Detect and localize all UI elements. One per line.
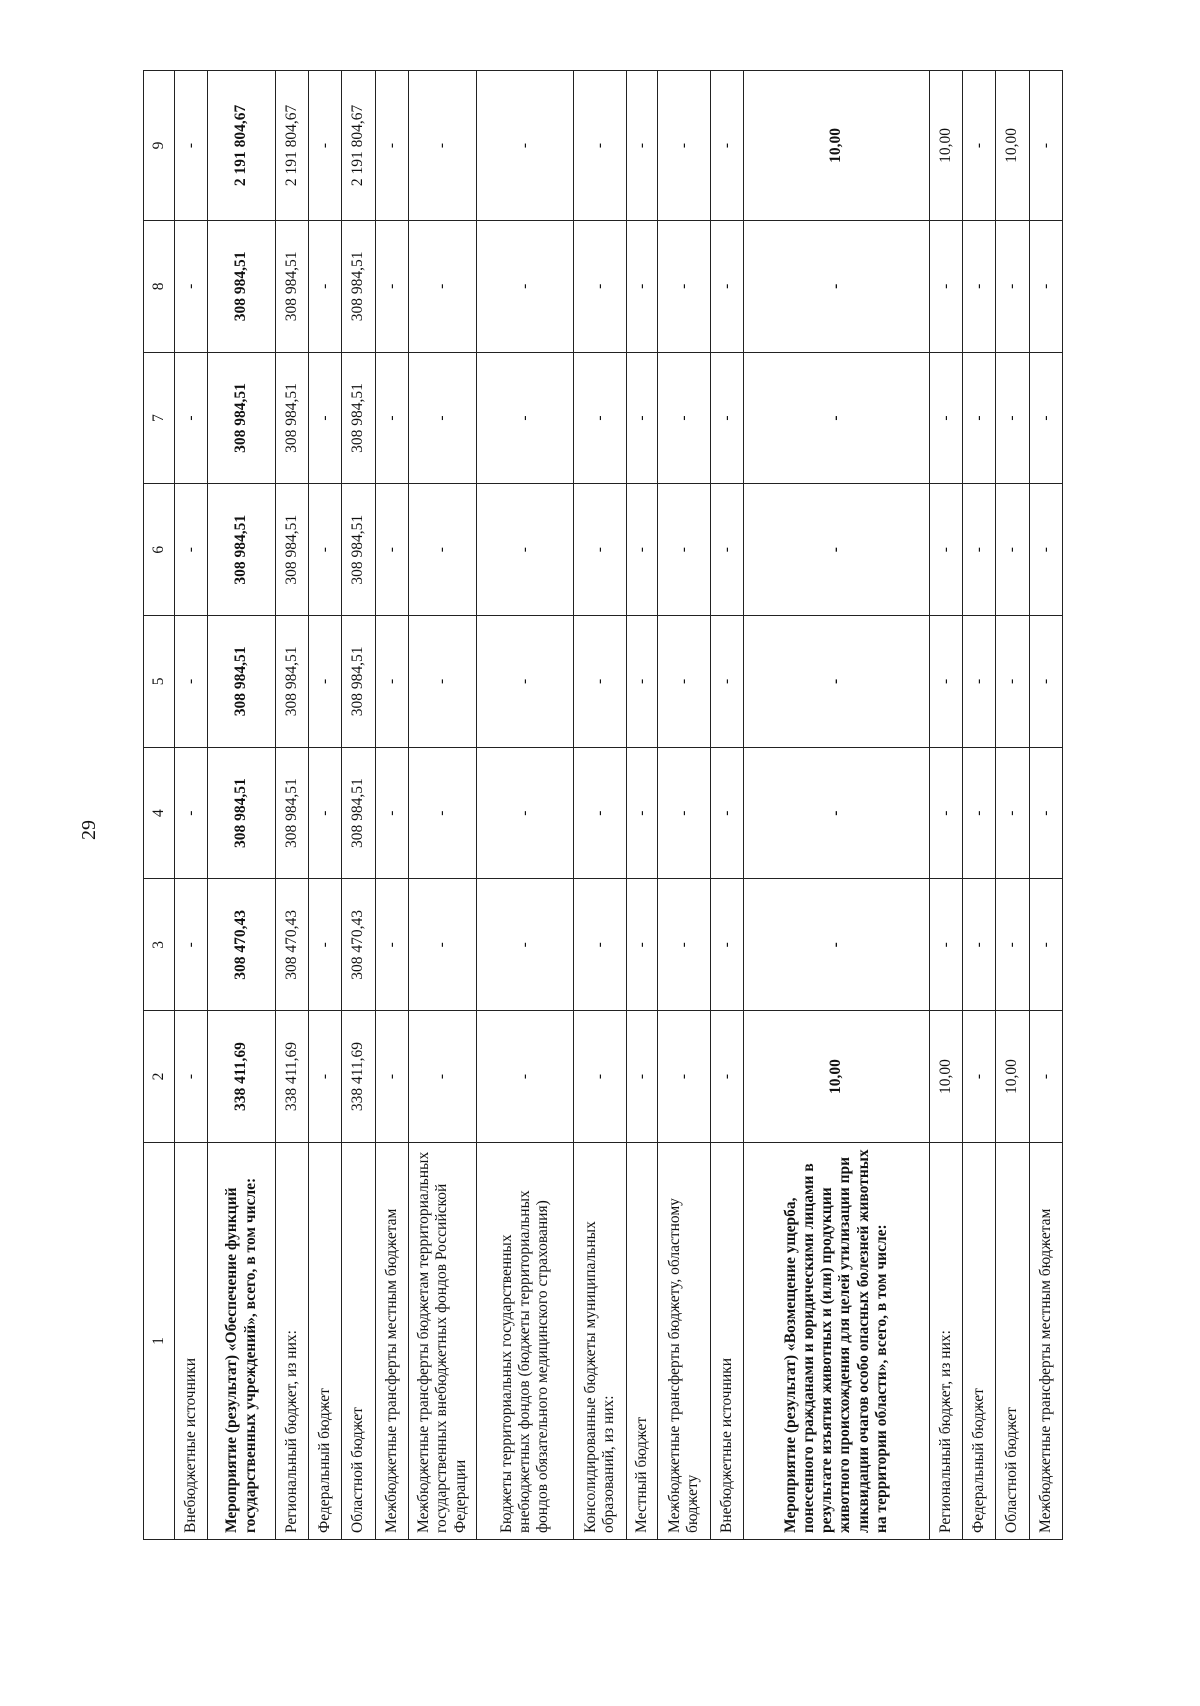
- table-row: [1029, 71, 1062, 1540]
- value-cell: -: [476, 71, 574, 221]
- value-cell: -: [744, 352, 930, 484]
- value-cell: 338 411,69: [342, 1011, 375, 1143]
- table-row: [342, 71, 375, 1540]
- table-row: [929, 71, 962, 1540]
- value-cell: -: [963, 1011, 996, 1143]
- value-cell: 308 984,51: [208, 616, 276, 748]
- table-row: [476, 71, 574, 1540]
- table-row: [996, 71, 1029, 1540]
- value-cell: 308 984,51: [275, 352, 308, 484]
- value-cell: 2 191 804,67: [275, 71, 308, 221]
- table-row: [208, 71, 276, 1540]
- table-row: [309, 71, 342, 1540]
- value-cell: 308 470,43: [275, 879, 308, 1011]
- row-label: Межбюджетные трансферты бюджетам территориальных государственных внебюджетных фондов Российской Федерации: [409, 1142, 477, 1539]
- value-cell: -: [1029, 1011, 1062, 1143]
- value-cell: -: [963, 71, 996, 221]
- value-cell: -: [627, 220, 658, 352]
- value-cell: -: [744, 879, 930, 1011]
- value-cell: -: [963, 879, 996, 1011]
- table-row: [574, 71, 627, 1540]
- row-label: Внебюджетные источники: [710, 1142, 743, 1539]
- value-cell: -: [574, 71, 627, 221]
- value-cell: 10,00: [744, 71, 930, 221]
- table-row: [175, 71, 208, 1540]
- value-cell: -: [963, 220, 996, 352]
- table-row: [627, 71, 658, 1540]
- value-cell: -: [710, 220, 743, 352]
- value-cell: -: [476, 352, 574, 484]
- value-cell: -: [409, 484, 477, 616]
- value-cell: 308 984,51: [275, 484, 308, 616]
- value-cell: -: [375, 879, 408, 1011]
- value-cell: -: [309, 879, 342, 1011]
- row-label: Межбюджетные трансферты местным бюджетам: [375, 1142, 408, 1539]
- page-number: 29: [78, 820, 100, 840]
- row-label: Внебюджетные источники: [175, 1142, 208, 1539]
- column-header: 7: [144, 352, 175, 484]
- value-cell: -: [309, 484, 342, 616]
- value-cell: -: [1029, 616, 1062, 748]
- value-cell: -: [375, 747, 408, 879]
- value-cell: -: [409, 616, 477, 748]
- value-cell: -: [476, 484, 574, 616]
- value-cell: -: [963, 616, 996, 748]
- value-cell: 10,00: [996, 71, 1029, 221]
- value-cell: 308 984,51: [342, 747, 375, 879]
- value-cell: 10,00: [996, 1011, 1029, 1143]
- value-cell: -: [744, 747, 930, 879]
- value-cell: -: [929, 220, 962, 352]
- value-cell: -: [710, 71, 743, 221]
- value-cell: 2 191 804,67: [342, 71, 375, 221]
- table-row: [963, 71, 996, 1540]
- value-cell: -: [409, 71, 477, 221]
- value-cell: -: [476, 616, 574, 748]
- row-label: Федеральный бюджет: [309, 1142, 342, 1539]
- value-cell: 308 984,51: [342, 352, 375, 484]
- value-cell: 10,00: [929, 1011, 962, 1143]
- value-cell: -: [375, 71, 408, 221]
- value-cell: -: [1029, 220, 1062, 352]
- column-header: 4: [144, 747, 175, 879]
- row-label: Областной бюджет: [342, 1142, 375, 1539]
- value-cell: 308 984,51: [275, 616, 308, 748]
- row-label: Местный бюджет: [627, 1142, 658, 1539]
- value-cell: -: [996, 879, 1029, 1011]
- value-cell: -: [309, 747, 342, 879]
- value-cell: -: [175, 220, 208, 352]
- value-cell: -: [409, 352, 477, 484]
- column-header: 9: [144, 71, 175, 221]
- table-row: [375, 71, 408, 1540]
- value-cell: 10,00: [744, 1011, 930, 1143]
- value-cell: -: [627, 879, 658, 1011]
- value-cell: -: [658, 616, 711, 748]
- value-cell: -: [476, 1011, 574, 1143]
- row-label: Мероприятие (результат) «Возмещение ущерба, понесенного гражданами и юридическими лицами в результате изъятия животных и (или) продукции животного происхождения для целей утилизации при ликвидации очагов особо опасных болезней животных на территории области», всего, в том числе:: [744, 1142, 930, 1539]
- value-cell: 338 411,69: [275, 1011, 308, 1143]
- value-cell: -: [175, 484, 208, 616]
- value-cell: 308 984,51: [342, 484, 375, 616]
- column-header: 5: [144, 616, 175, 748]
- row-label: Мероприятие (результат) «Обеспечение функций государственных учреждений», всего, в том числе:: [208, 1142, 276, 1539]
- value-cell: -: [658, 71, 711, 221]
- column-header: 2: [144, 1011, 175, 1143]
- value-cell: -: [175, 747, 208, 879]
- value-cell: -: [309, 352, 342, 484]
- value-cell: -: [375, 220, 408, 352]
- value-cell: -: [476, 220, 574, 352]
- value-cell: -: [309, 616, 342, 748]
- value-cell: 308 470,43: [208, 879, 276, 1011]
- row-label: Региональный бюджет, из них:: [929, 1142, 962, 1539]
- table-row: [409, 71, 477, 1540]
- value-cell: -: [175, 71, 208, 221]
- value-cell: -: [1029, 747, 1062, 879]
- value-cell: -: [710, 879, 743, 1011]
- value-cell: -: [963, 352, 996, 484]
- value-cell: -: [710, 352, 743, 484]
- value-cell: -: [710, 747, 743, 879]
- value-cell: -: [996, 747, 1029, 879]
- value-cell: 308 984,51: [275, 747, 308, 879]
- value-cell: -: [409, 747, 477, 879]
- value-cell: 308 984,51: [342, 220, 375, 352]
- value-cell: -: [658, 484, 711, 616]
- value-cell: -: [175, 1011, 208, 1143]
- row-label: Бюджеты территориальных государственных внебюджетных фондов (бюджеты территориальных фондов обязательного медицинского страхования): [476, 1142, 574, 1539]
- value-cell: 308 984,51: [208, 220, 276, 352]
- value-cell: -: [996, 352, 1029, 484]
- value-cell: -: [309, 1011, 342, 1143]
- value-cell: -: [476, 879, 574, 1011]
- table-row: [275, 71, 308, 1540]
- value-cell: -: [375, 484, 408, 616]
- budget-table-container: [143, 70, 1063, 1540]
- value-cell: -: [1029, 71, 1062, 221]
- value-cell: -: [175, 352, 208, 484]
- value-cell: -: [929, 484, 962, 616]
- row-label: Консолидированные бюджеты муниципальных образований, из них:: [574, 1142, 627, 1539]
- value-cell: -: [574, 747, 627, 879]
- value-cell: -: [996, 484, 1029, 616]
- value-cell: 10,00: [929, 71, 962, 221]
- value-cell: -: [409, 220, 477, 352]
- value-cell: -: [627, 352, 658, 484]
- value-cell: -: [309, 71, 342, 221]
- value-cell: -: [658, 1011, 711, 1143]
- column-header: 8: [144, 220, 175, 352]
- value-cell: -: [744, 616, 930, 748]
- value-cell: -: [963, 747, 996, 879]
- value-cell: 308 470,43: [342, 879, 375, 1011]
- value-cell: 308 984,51: [208, 484, 276, 616]
- row-label: Межбюджетные трансферты бюджету, областному бюджету: [658, 1142, 711, 1539]
- value-cell: -: [929, 747, 962, 879]
- value-cell: -: [627, 71, 658, 221]
- value-cell: -: [744, 484, 930, 616]
- value-cell: -: [574, 352, 627, 484]
- row-label: Областной бюджет: [996, 1142, 1029, 1539]
- table-row: [710, 71, 743, 1540]
- value-cell: -: [574, 616, 627, 748]
- value-cell: -: [574, 1011, 627, 1143]
- value-cell: -: [574, 484, 627, 616]
- table-row: [744, 71, 930, 1540]
- value-cell: -: [996, 616, 1029, 748]
- value-cell: -: [627, 1011, 658, 1143]
- value-cell: -: [658, 352, 711, 484]
- value-cell: -: [375, 1011, 408, 1143]
- value-cell: -: [476, 747, 574, 879]
- value-cell: -: [929, 352, 962, 484]
- row-label: Межбюджетные трансферты местным бюджетам: [1029, 1142, 1062, 1539]
- value-cell: -: [375, 352, 408, 484]
- value-cell: -: [409, 879, 477, 1011]
- value-cell: -: [175, 879, 208, 1011]
- value-cell: -: [929, 616, 962, 748]
- value-cell: -: [375, 616, 408, 748]
- row-label: Региональный бюджет, из них:: [275, 1142, 308, 1539]
- value-cell: -: [627, 747, 658, 879]
- value-cell: 308 984,51: [342, 616, 375, 748]
- column-header: 6: [144, 484, 175, 616]
- value-cell: -: [658, 879, 711, 1011]
- value-cell: -: [658, 747, 711, 879]
- value-cell: 308 984,51: [208, 352, 276, 484]
- column-header: 1: [144, 1142, 175, 1539]
- value-cell: -: [627, 616, 658, 748]
- value-cell: -: [409, 1011, 477, 1143]
- value-cell: -: [710, 616, 743, 748]
- value-cell: -: [1029, 352, 1062, 484]
- value-cell: -: [574, 220, 627, 352]
- value-cell: -: [710, 1011, 743, 1143]
- value-cell: -: [710, 484, 743, 616]
- row-label: Федеральный бюджет: [963, 1142, 996, 1539]
- value-cell: -: [175, 616, 208, 748]
- column-header: 3: [144, 879, 175, 1011]
- header-row: [144, 71, 175, 1540]
- value-cell: 338 411,69: [208, 1011, 276, 1143]
- budget-table: [143, 70, 1063, 1540]
- value-cell: -: [1029, 484, 1062, 616]
- table-row: [658, 71, 711, 1540]
- value-cell: 308 984,51: [208, 747, 276, 879]
- value-cell: -: [963, 484, 996, 616]
- value-cell: -: [574, 879, 627, 1011]
- value-cell: -: [627, 484, 658, 616]
- value-cell: 2 191 804,67: [208, 71, 276, 221]
- value-cell: -: [744, 220, 930, 352]
- value-cell: -: [309, 220, 342, 352]
- value-cell: -: [996, 220, 1029, 352]
- value-cell: 308 984,51: [275, 220, 308, 352]
- value-cell: -: [658, 220, 711, 352]
- value-cell: -: [929, 879, 962, 1011]
- value-cell: -: [1029, 879, 1062, 1011]
